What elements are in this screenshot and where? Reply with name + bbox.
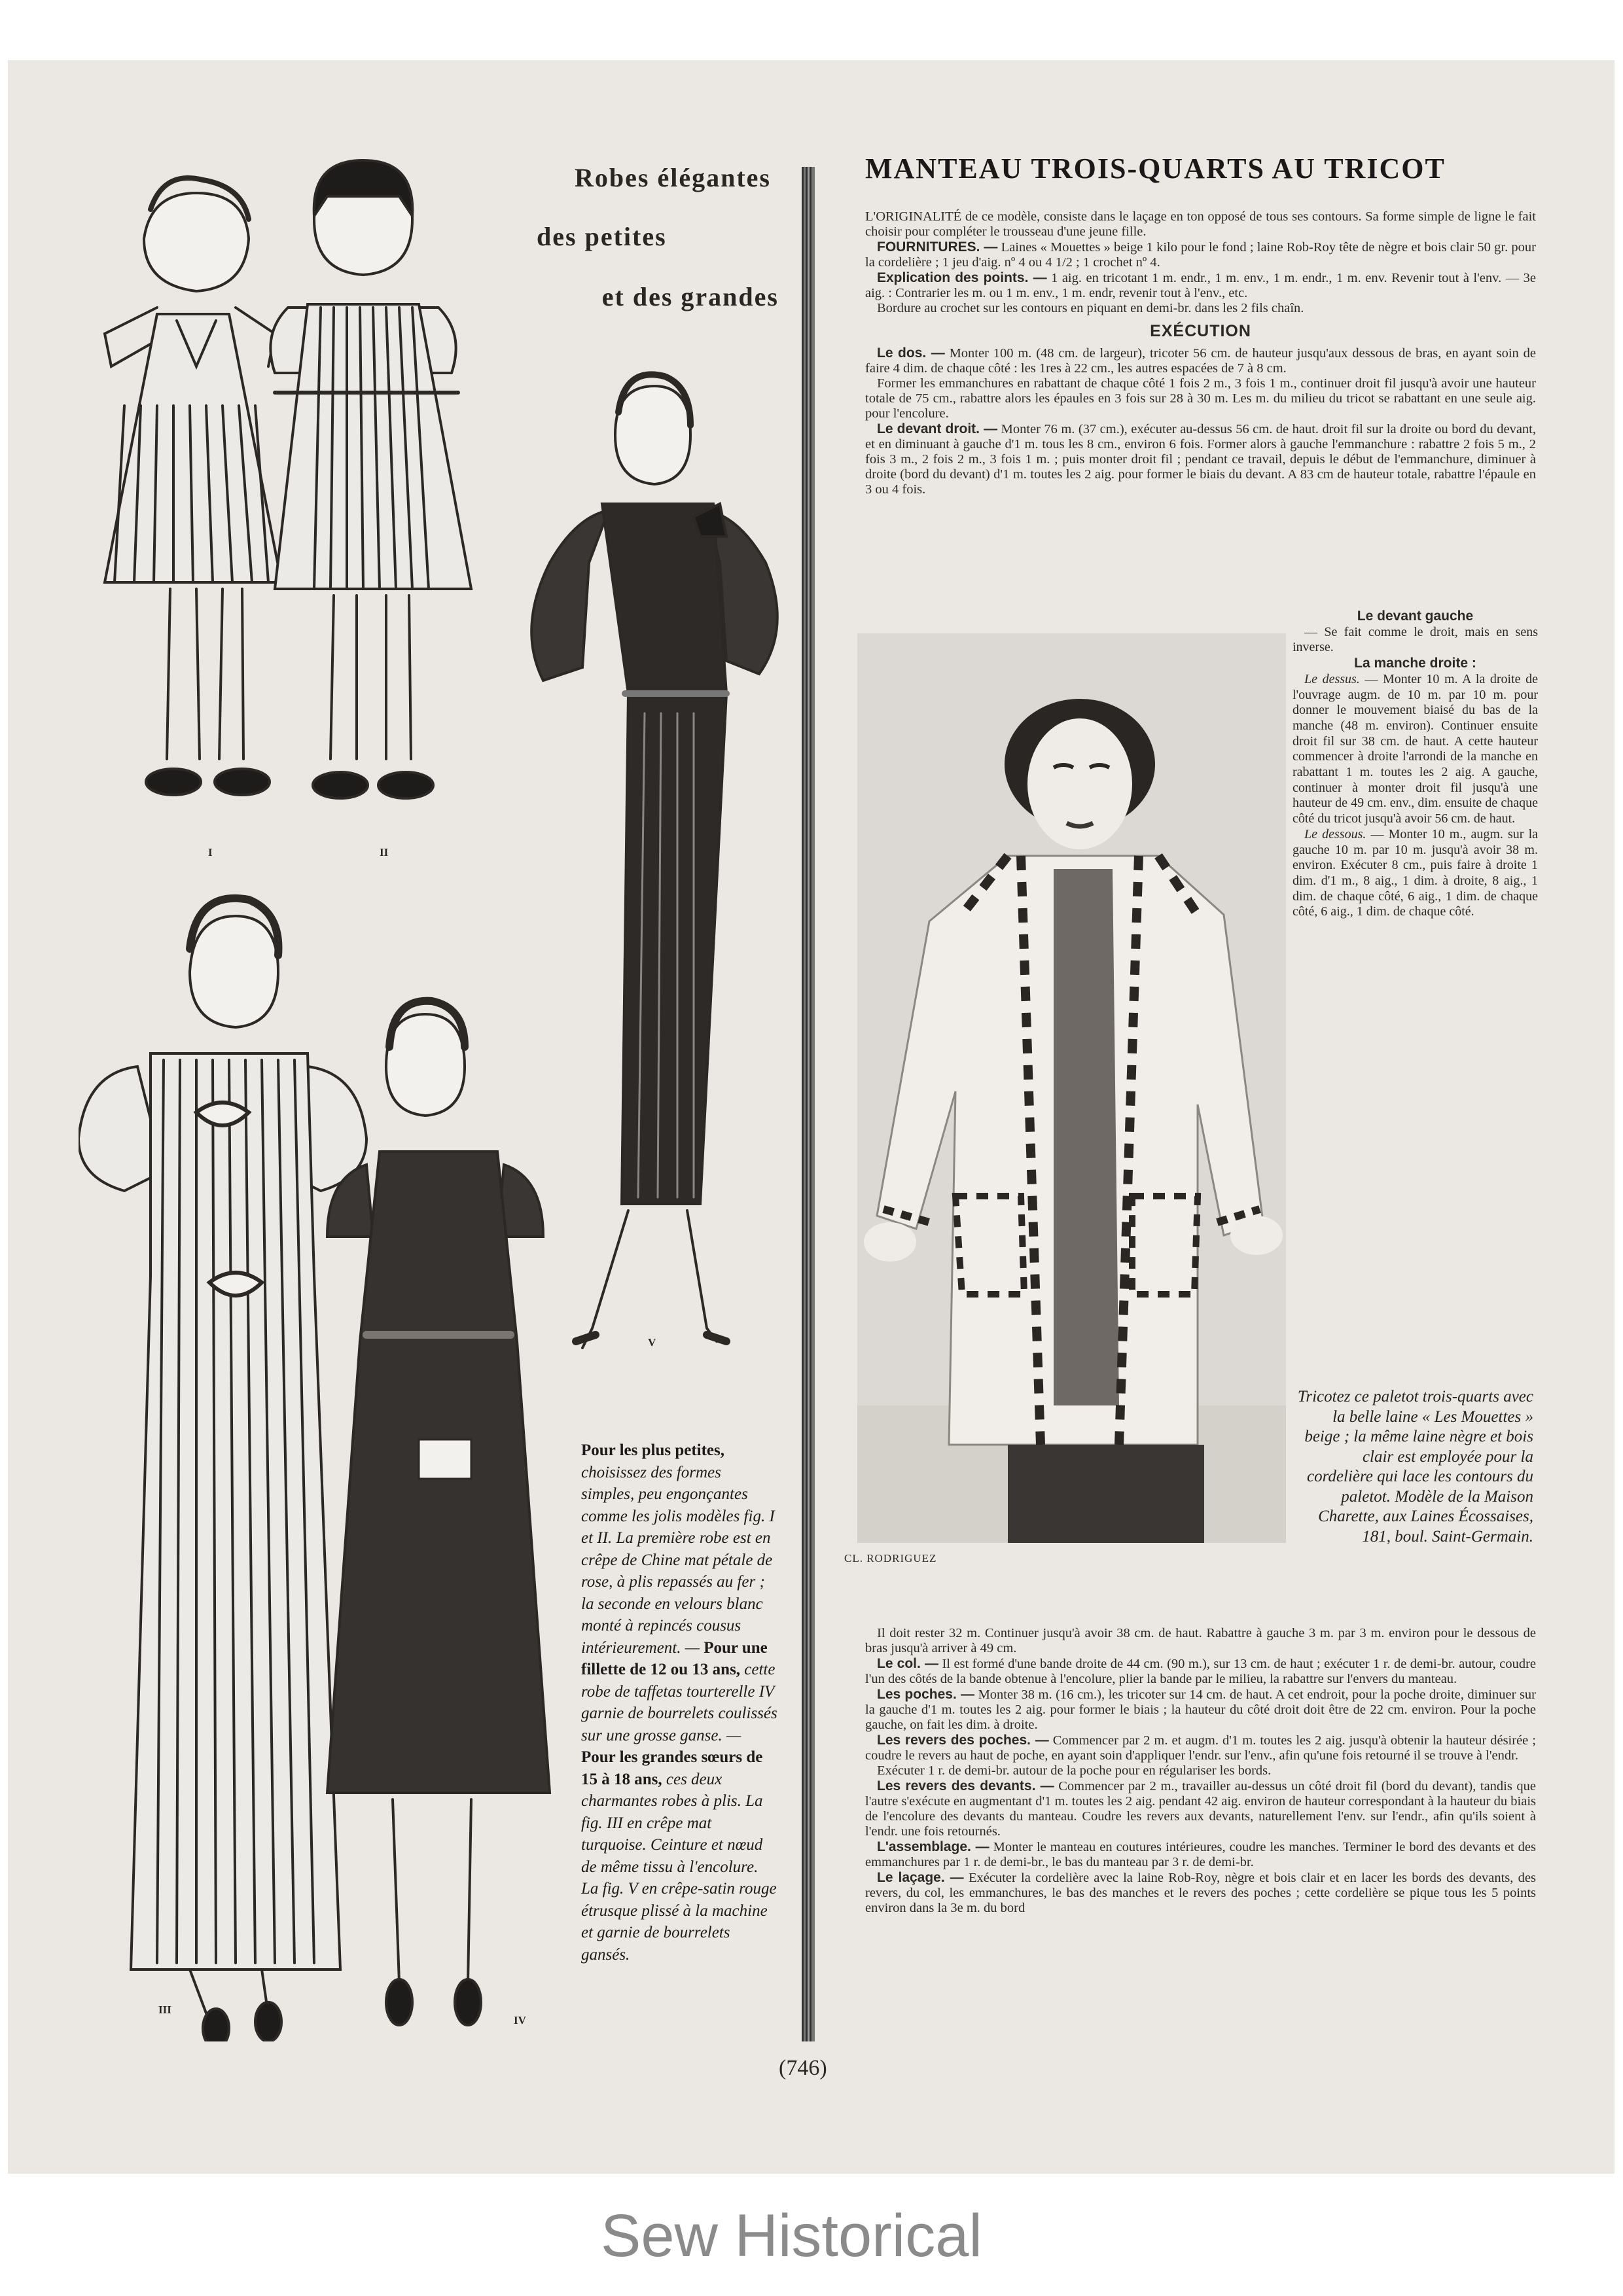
article-lower-text (865, 1626, 1536, 1916)
figure-label-2: II (380, 846, 389, 858)
emmanchures-paragraph: Former les emmanchures en rabattant de chaque côté 1 fois 2 m., 3 fois 1 m., continuer droit fil jusqu'à avoir une hauteur totale de 75 cm., rabattre alors les épaules en 3 fois sur 28 à 30 m. Les m. du milieu du tricot se rabattant en une seule aig. pour l'encolure. (865, 376, 1536, 421)
figure-two-drawing (270, 160, 471, 798)
figure-label-1: I (208, 846, 213, 858)
left-title-line-3: et des grandes (601, 282, 779, 311)
page-number: (746) (779, 2056, 827, 2080)
article-top-text (865, 209, 1536, 497)
bordure-paragraph: Bordure au crochet sur les contours en piquant en demi-br. dans les 2 fils chaîn. (877, 301, 1304, 315)
figure-label-5: V (648, 1336, 656, 1349)
execution-heading: EXÉCUTION (1150, 322, 1251, 340)
photo-caption: Tricotez ce paletot trois-quarts avec la belle laine « Les Mouettes » beige ; la même laine nègre et bois clair est employée pour la cordelière qui lace les contours du paletot. Modèle de la Maison Charette, aux Laines Écossaises, 181, boul. Saint-Germain. (1297, 1388, 1533, 1545)
devant-gauche-paragraph: Le devant gauche (1357, 609, 1474, 624)
footer-watermark: Sew Historical (601, 2202, 982, 2269)
caption-girl-text: cette robe de taffetas tourterelle IV garnie de bourrelets coulissés sur une grosse ganse. — (581, 1661, 777, 1744)
revers-poches-paragraph-2: Exécuter 1 r. de demi-br. autour de la poche pour en régulariser les bords. (877, 1763, 1272, 1778)
devant-droit-paragraph: Le devant droit. — Monter 76 m. (37 cm.), exécuter au-dessus 56 cm. de haut. droit fil sur la droite ou bord du devant, et en diminuant à gauche d'1 m. tous les 8 cm., environ 6 fois. Former alors à gauche l'emmanchure : rabattre 2 fois 5 m., 2 fois 3 m., 2 fois 2 m., 3 fois 1 m. ; puis monter droit fil ; pendant ce travail, depuis le début de l'emmanchure, diminuer à droite (bord du devant) d'1 m. toutes les 2 aig. pour former le biais du devant. A 83 cm de hauteur totale, rabattre l'épaule en 3 ou 4 fois. (865, 421, 1536, 497)
fournitures-paragraph: FOURNITURES. — Laines « Mouettes » beige 1 kilo pour le fond ; laine Rob-Roy tête de nègre et bois clair 50 gr. pour la cordelière ; 1 jeu d'aig. nº 4 ou 4 1/2 ; 1 crochet nº 4. (865, 239, 1537, 270)
col-paragraph: Le col. — Il est formé d'une bande droite de 44 cm. (90 m.), sur 13 cm. de haut ; exécuter 1 r. de demi-br. autour, coudre l'un des côtés de la bande obtenue à l'encolure, plier la bande par le milieu, la rabattre sur l'envers du manteau. (865, 1656, 1537, 1686)
revers-devants-paragraph: Les revers des devants. — Commencer par 2 m., travailler au-dessus un côté droit fil (bord du devant), tandis que l'autre s'exécute en augmentant d'1 m. toutes les 2 aig. pendant 42 aig. environ de hauteur correspondant à la hauteur du biais de l'encolure des devants du manteau. Coudre les revers aux devants, naturellement l'env. sur l'endr., afin qu'ils soient à l'endr. une fois retournés. (865, 1778, 1536, 1839)
coat-photo-image (857, 633, 1286, 1543)
figure-three-drawing (79, 898, 366, 2041)
points-paragraph: Explication des points. — 1 aig. en tricotant 1 m. endr., 1 m. env., 1 m. endr., 1 m. env. Revenir tout à l'env. — 3e aig. : Contrarier les m. ou 1 m. env., 1 m. endr, revenir tout à l'env., etc. (865, 270, 1537, 300)
devant-gauche-text: — Se fait comme le droit, mais en sens inverse. (1293, 624, 1538, 655)
left-title-line-2: des petites (537, 222, 667, 251)
column-divider (802, 167, 815, 2041)
coat-photo (857, 633, 1286, 1543)
caption-older-text: ces deux charmantes robes à plis. La fig. III en crêpe mat turquoise. Ceinture et nœud de même tissu à l'encolure. La fig. V en crêpe-satin rouge étrusque plissé à la machine et garnie de bourrelets gansés. (581, 1770, 777, 1964)
figure-label-3: III (158, 2004, 171, 2016)
dessus-paragraph: Le dessus. — Monter 10 m. A la droite de l'ouvrage augm. de 10 m. par 10 m. pour donner le mouvement biaisé du bas de la manche (48 m. environ). Continuer ensuite droit fil sur 38 cm. de haut. A cette hauteur commencer à droite l'arrondi de la manche en rabattant 1 m. toutes les 2 aig. A gauche, continuer à monter droit fil jusqu'à une hauteur de 49 cm. env., dim. ensuite de chaque côté du tricot jusqu'à avoir 56 cm. de haut. (1293, 671, 1538, 826)
intro-paragraph: L'ORIGINALITÉ de ce modèle, consiste dans le laçage en ton opposé de tous ses contours. Sa forme simple de ligne le fait choisir pour compléter le trousseau d'une jeune fille. (865, 209, 1536, 239)
article-title: MANTEAU TROIS-QUARTS AU TRICOT (865, 152, 1446, 185)
figure-one-drawing (105, 178, 281, 795)
lacage-paragraph: Le laçage. — Exécuter la cordelière avec la laine Rob-Roy, nègre et bois clair et en lacer les bords des devants, des revers, du col, les emmanchures, le bas des manches et le revers des poches ; cette cordelière se pique tous les 5 points environ dans la 3e m. du bord (865, 1870, 1536, 1915)
dessous-paragraph: Le dessous. — Monter 10 m., augm. sur la gauche 10 m. par 10 m. jusqu'à avoir 38 m. environ. Exécuter 8 cm., puis faire à droite 1 dim. d'1 m., 8 aig., 1 dim. à droite, 8 aig., 1 dim. de chaque côté, 6 aig., 1 dim. de chaque côté, 6 aig., 1 dim. de chaque côté. (1293, 826, 1539, 919)
left-title-line-1: Robes élégantes (575, 163, 771, 192)
figure-five-drawing (531, 374, 777, 1348)
left-caption (581, 1439, 777, 1966)
assemblage-paragraph: L'assemblage. — Monter le manteau en coutures intérieures, coudre les manches. Terminer le bord des devants et des emmanchures par 1 r. de demi-br., le bas du manteau par 3 r. de demi-br. (865, 1839, 1537, 1869)
figure-label-4: IV (514, 2014, 526, 2026)
dos-paragraph: Le dos. — Monter 100 m. (48 cm. de largeur), tricoter 56 cm. de hauteur jusqu'aux dessous de bras, en ayant soin de faire 4 dim. de chaque côté : les 1res à 22 cm., les autres espacées de 7 à 8 cm. (865, 345, 1536, 376)
manche-heading-line: La manche droite : (1354, 656, 1476, 671)
lower-intro-paragraph: Il doit rester 32 m. Continuer jusqu'à avoir 38 cm. de haut. Rabattre à gauche 3 m. par 3 m. environ pour le dessous de bras jusqu'à arriver à 49 cm. (865, 1626, 1536, 1655)
revers-poches-paragraph: Les revers des poches. — Commencer par 2 m. et augm. d'1 m. toutes les 2 aig. jusqu'à obtenir la hauteur désirée ; coudre le revers au haut de poche, en ayant soin d'appliquer l'endr. sur l'env., afin qu'une fois retourné il se trouve à l'endr. (865, 1733, 1536, 1763)
photo-credit: CL. RODRIGUEZ (844, 1552, 937, 1564)
poches-paragraph: Les poches. — Monter 38 m. (16 cm.), les tricoter sur 14 cm. de haut. A cet endroit, pour la poche droite, diminuer sur la gauche d'1 m. toutes les 2 aig. pour former le biais ; la hauteur du côté droit doit être de 22 cm. environ. Pour la poche gauche, on fait les dim. à droite. (865, 1687, 1537, 1732)
caption-girl-bold: Pour une fillette de 12 ou 13 ans, (581, 1638, 768, 1678)
caption-intro-text: choisissez des formes simples, peu engonçantes comme les jolis modèles fig. I et II. La première robe est en crêpe de Chine mat pétale de rose, à plis repassés au fer ; la seconde en velours blanc monté à repincés cousus intérieurement. — (581, 1463, 775, 1657)
caption-intro-bold: Pour les plus petites, (581, 1441, 724, 1459)
manche-text (1293, 609, 1538, 920)
caption-older-bold: Pour les grandes sœurs de 15 à 18 ans, (581, 1748, 763, 1788)
